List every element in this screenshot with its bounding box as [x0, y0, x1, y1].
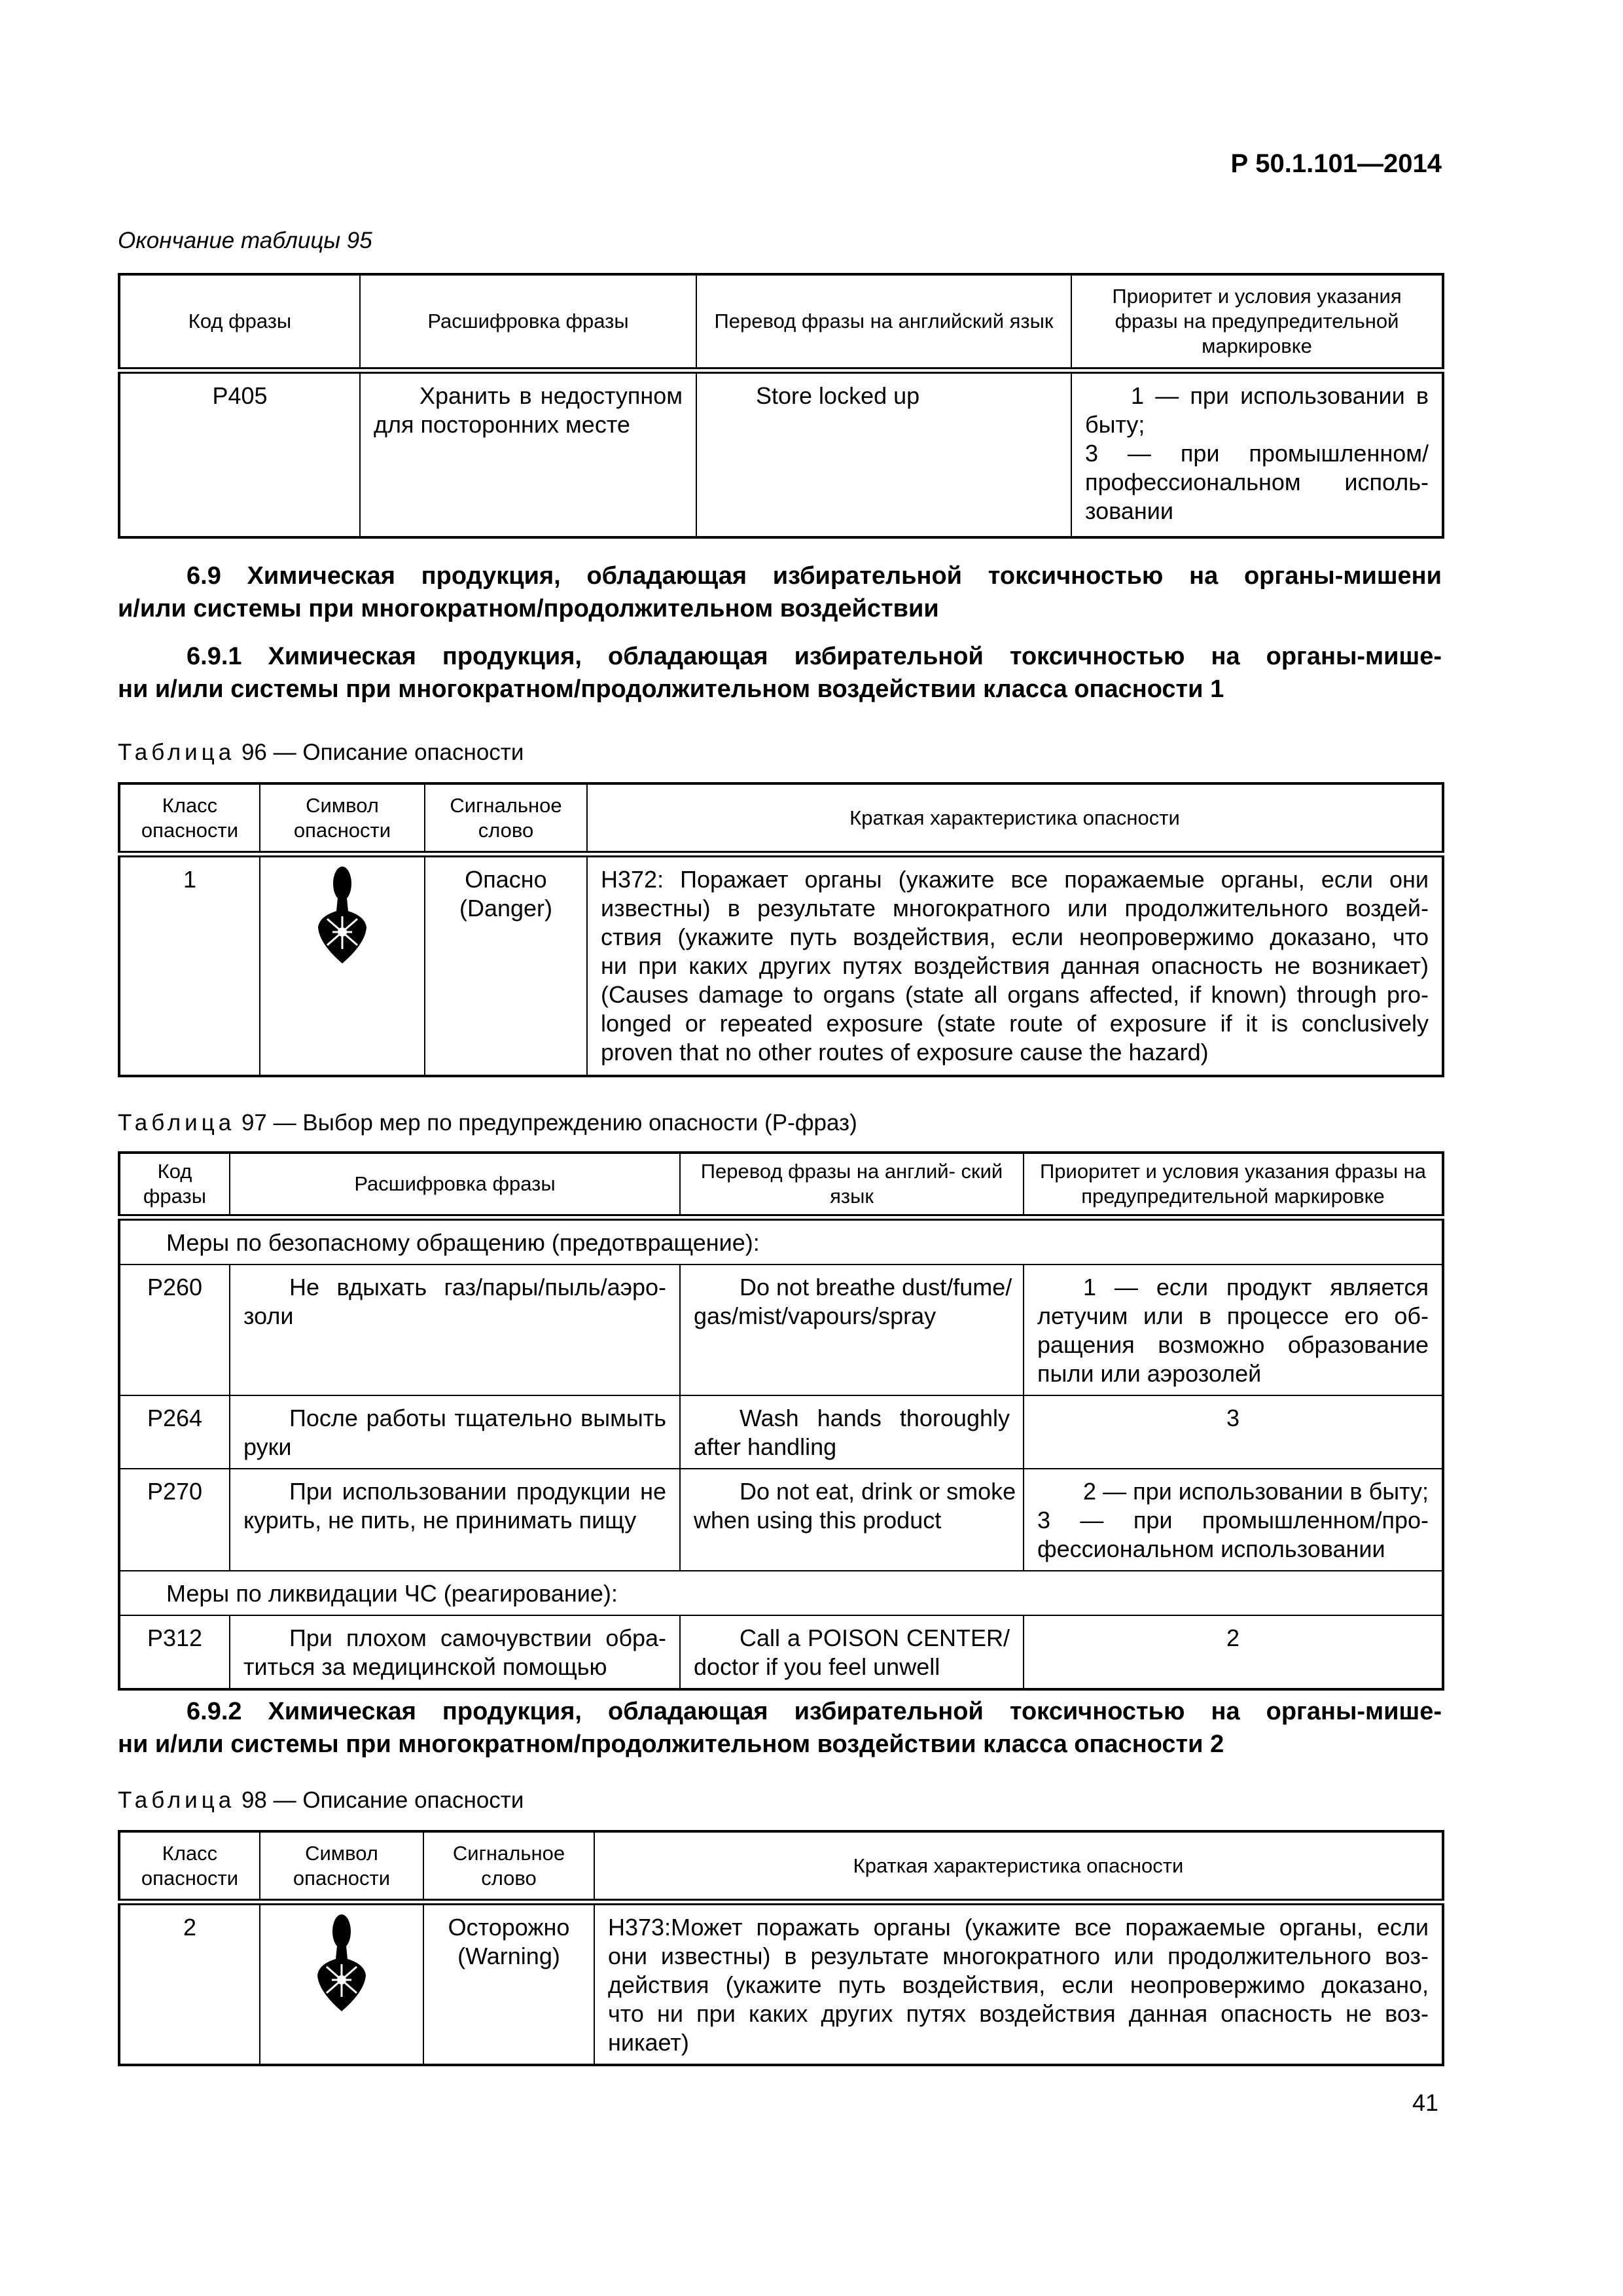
- group-label: Меры по ликвидации ЧС (реагирование):: [119, 1571, 1443, 1615]
- header-class: Класс опасности: [119, 783, 260, 854]
- phrase-ru: [230, 1615, 680, 1689]
- phrase-en: [680, 1395, 1024, 1469]
- header-decoding: Расшифровка фразы: [230, 1153, 680, 1217]
- header-code: Код фразы: [119, 1153, 230, 1217]
- phrase-priority: [1024, 1395, 1443, 1469]
- hazard-description: [594, 1902, 1443, 2065]
- health-hazard-icon: [260, 1902, 423, 2065]
- text-line: 2: [1226, 1624, 1240, 1651]
- text-line: фессиональном использовании: [1037, 1535, 1385, 1562]
- text-line: курить, не пить, не принимать пищу: [243, 1507, 637, 1534]
- section-6-9-1-heading: [118, 640, 1442, 706]
- health-hazard-icon: [260, 854, 425, 1076]
- phrase-en: [680, 1469, 1024, 1571]
- phrase-code: P312: [119, 1615, 230, 1689]
- table-continuation-caption: Окончание таблицы 95: [118, 228, 372, 253]
- hazard-class: 2: [119, 1902, 260, 2065]
- text-line: 3 — при промышленном/: [1085, 440, 1429, 467]
- section-6-9-heading: [118, 560, 1442, 625]
- header-signal: Сигнальное слово: [423, 1831, 594, 1902]
- phrase-priority: [1071, 370, 1443, 537]
- header-translation: Перевод фразы на англий- ский язык: [680, 1153, 1024, 1217]
- table-97-caption: [118, 1110, 857, 1136]
- group-row-response: [119, 1571, 1443, 1615]
- text-line: 6.9 Химическая продукция, обладающая избирательной токсичностью на органы-мишени: [187, 562, 1442, 590]
- phrase-code: P405: [119, 370, 360, 537]
- table-row: [119, 1265, 1443, 1395]
- text-line: что ни при каких других путях воздействия данная опасность не воз-: [608, 2000, 1429, 2027]
- caption-text: 97 — Выбор мер по предупреждению опасности (Р-фраз): [241, 1110, 857, 1136]
- section-6-9-2-heading: [118, 1695, 1442, 1761]
- text-line: (Causes damage to organs (state all organs affected, if known) through pro-: [601, 981, 1429, 1008]
- text-line: Осторожно: [448, 1914, 570, 1941]
- phrase-en: [680, 1615, 1024, 1689]
- phrase-code: P264: [119, 1395, 230, 1469]
- text-line: 2 — при использовании в быту;: [1083, 1478, 1429, 1505]
- hazard-description: [587, 854, 1443, 1076]
- phrase-priority: [1024, 1469, 1443, 1571]
- text-line: Call a POISON CENTER/: [740, 1624, 1010, 1651]
- header-translation: Перевод фразы на английский язык: [696, 274, 1071, 370]
- text-line: После работы тщательно вымыть: [289, 1405, 666, 1431]
- text-line: зовании: [1085, 497, 1173, 524]
- text-line: when using this product: [694, 1507, 942, 1534]
- document-code: Р 50.1.101—2014: [1230, 149, 1442, 178]
- text-line: 1 — при использовании в: [1131, 382, 1429, 409]
- phrase-priority: [1024, 1265, 1443, 1395]
- phrase-ru: [360, 370, 696, 537]
- header-description: Краткая характеристика опасности: [594, 1831, 1443, 1902]
- text-line: longed or repeated exposure (state route of exposure if it is conclusively: [601, 1010, 1429, 1037]
- text-line: gas/mist/vapours/spray: [694, 1302, 936, 1329]
- header-symbol: Символ опасности: [260, 783, 425, 854]
- text-line: профессиональном исполь-: [1085, 469, 1429, 495]
- group-label: Меры по безопасному обращению (предотвращение):: [119, 1217, 1443, 1265]
- phrase-ru: [230, 1469, 680, 1571]
- text-line: proven that no other routes of exposure cause the hazard): [601, 1039, 1209, 1066]
- text-line: При плохом самочувствии обра-: [289, 1624, 666, 1651]
- header-code: Код фразы: [119, 274, 360, 370]
- text-line: (Warning): [457, 1943, 560, 1969]
- text-line: При использовании продукции не: [289, 1478, 666, 1505]
- hazard-class: 1: [119, 854, 260, 1076]
- text-line: (Danger): [459, 895, 553, 922]
- table-row: [119, 1902, 1443, 2065]
- text-line: 1 — если продукт является: [1083, 1274, 1429, 1300]
- text-line: пыли или аэрозолей: [1037, 1360, 1262, 1387]
- text-line: ращения возможно образование: [1037, 1331, 1429, 1358]
- text-line: Do not eat, drink or smoke: [740, 1478, 1016, 1505]
- text-line: Хранить в недоступном: [419, 382, 683, 409]
- text-line: для посторонних месте: [374, 411, 630, 438]
- table-95: [118, 273, 1444, 539]
- caption-label: Таблица: [118, 1787, 236, 1813]
- text-line: Do not breathe dust/fume/: [740, 1274, 1012, 1300]
- phrase-priority: [1024, 1615, 1443, 1689]
- text-line: ни при каких других путях воздействия данная опасность не возникает): [601, 952, 1429, 979]
- phrase-en: [680, 1265, 1024, 1395]
- text-line: Не вдыхать газ/пары/пыль/аэро-: [289, 1274, 666, 1300]
- table-97: [118, 1151, 1444, 1691]
- table-98-caption: [118, 1787, 524, 1814]
- header-symbol: Символ опасности: [260, 1831, 423, 1902]
- text-line: известны) в результате многократного или продолжительного воздей-: [601, 895, 1429, 922]
- table-row: [119, 370, 1443, 537]
- phrase-code: P260: [119, 1265, 230, 1395]
- table-row: [119, 854, 1443, 1076]
- header-priority: Приоритет и условия указания фразы на предупредительной маркировке: [1071, 274, 1443, 370]
- text-line: after handling: [694, 1433, 837, 1460]
- header-signal: Сигнальное слово: [425, 783, 587, 854]
- header-priority: Приоритет и условия указания фразы на предупредительной маркировке: [1024, 1153, 1443, 1217]
- text-line: 3: [1226, 1405, 1240, 1431]
- phrase-code: P270: [119, 1469, 230, 1571]
- text-line: действия (укажите путь воздействия, если неопровержимо доказано,: [608, 1971, 1429, 1998]
- caption-label: Таблица: [118, 1110, 236, 1136]
- table-96: [118, 782, 1444, 1077]
- text-line: 6.9.2 Химическая продукция, обладающая избирательной токсичностью на органы-мише-: [187, 1698, 1442, 1725]
- header-decoding: Расшифровка фразы: [360, 274, 696, 370]
- text-line: Опасно: [465, 866, 547, 893]
- table-96-caption: [118, 740, 524, 766]
- text-line: 3 — при промышленном/про-: [1037, 1507, 1429, 1534]
- text-line: титься за медицинской помощью: [243, 1653, 607, 1680]
- group-row-prevention: [119, 1217, 1443, 1265]
- phrase-en: [696, 370, 1071, 537]
- text-line: Store locked up: [756, 382, 920, 409]
- text-line: золи: [243, 1302, 294, 1329]
- caption-text: 96 — Описание опасности: [241, 740, 524, 765]
- header-description: Краткая характеристика опасности: [587, 783, 1443, 854]
- table-row: [119, 1469, 1443, 1571]
- text-line: ствия (укажите путь воздействия, если неопровержимо доказано, что: [601, 924, 1429, 950]
- text-line: летучим или в процессе его об-: [1037, 1302, 1429, 1329]
- text-line: 6.9.1 Химическая продукция, обладающая избирательной токсичностью на органы-мише-: [187, 643, 1442, 670]
- text-line: никает): [608, 2029, 689, 2056]
- table-row: [119, 1395, 1443, 1469]
- text-line: ни и/или системы при многократном/продолжительном воздействии класса опасности 2: [118, 1731, 1224, 1758]
- signal-word: [425, 854, 587, 1076]
- table-98: [118, 1830, 1444, 2066]
- caption-text: 98 — Описание опасности: [241, 1787, 524, 1813]
- text-line: ни и/или системы при многократном/продолжительном воздействии класса опасности 1: [118, 675, 1224, 703]
- table-row: [119, 1615, 1443, 1689]
- page-number: 41: [1412, 2089, 1438, 2116]
- phrase-ru: [230, 1395, 680, 1469]
- text-line: быту;: [1085, 411, 1145, 438]
- text-line: руки: [243, 1433, 292, 1460]
- text-line: и/или системы при многократном/продолжительном воздействии: [118, 595, 939, 622]
- header-class: Класс опасности: [119, 1831, 260, 1902]
- text-line: H372: Поражает органы (укажите все поражаемые органы, если они: [601, 866, 1429, 893]
- text-line: H373:Может поражать органы (укажите все поражаемые органы, если: [608, 1914, 1429, 1941]
- signal-word: [423, 1902, 594, 2065]
- text-line: они известны) в результате многократного или продолжительного воз-: [608, 1943, 1429, 1969]
- phrase-ru: [230, 1265, 680, 1395]
- caption-label: Таблица: [118, 740, 236, 765]
- text-line: Wash hands thoroughly: [740, 1405, 1010, 1431]
- text-line: doctor if you feel unwell: [694, 1653, 940, 1680]
